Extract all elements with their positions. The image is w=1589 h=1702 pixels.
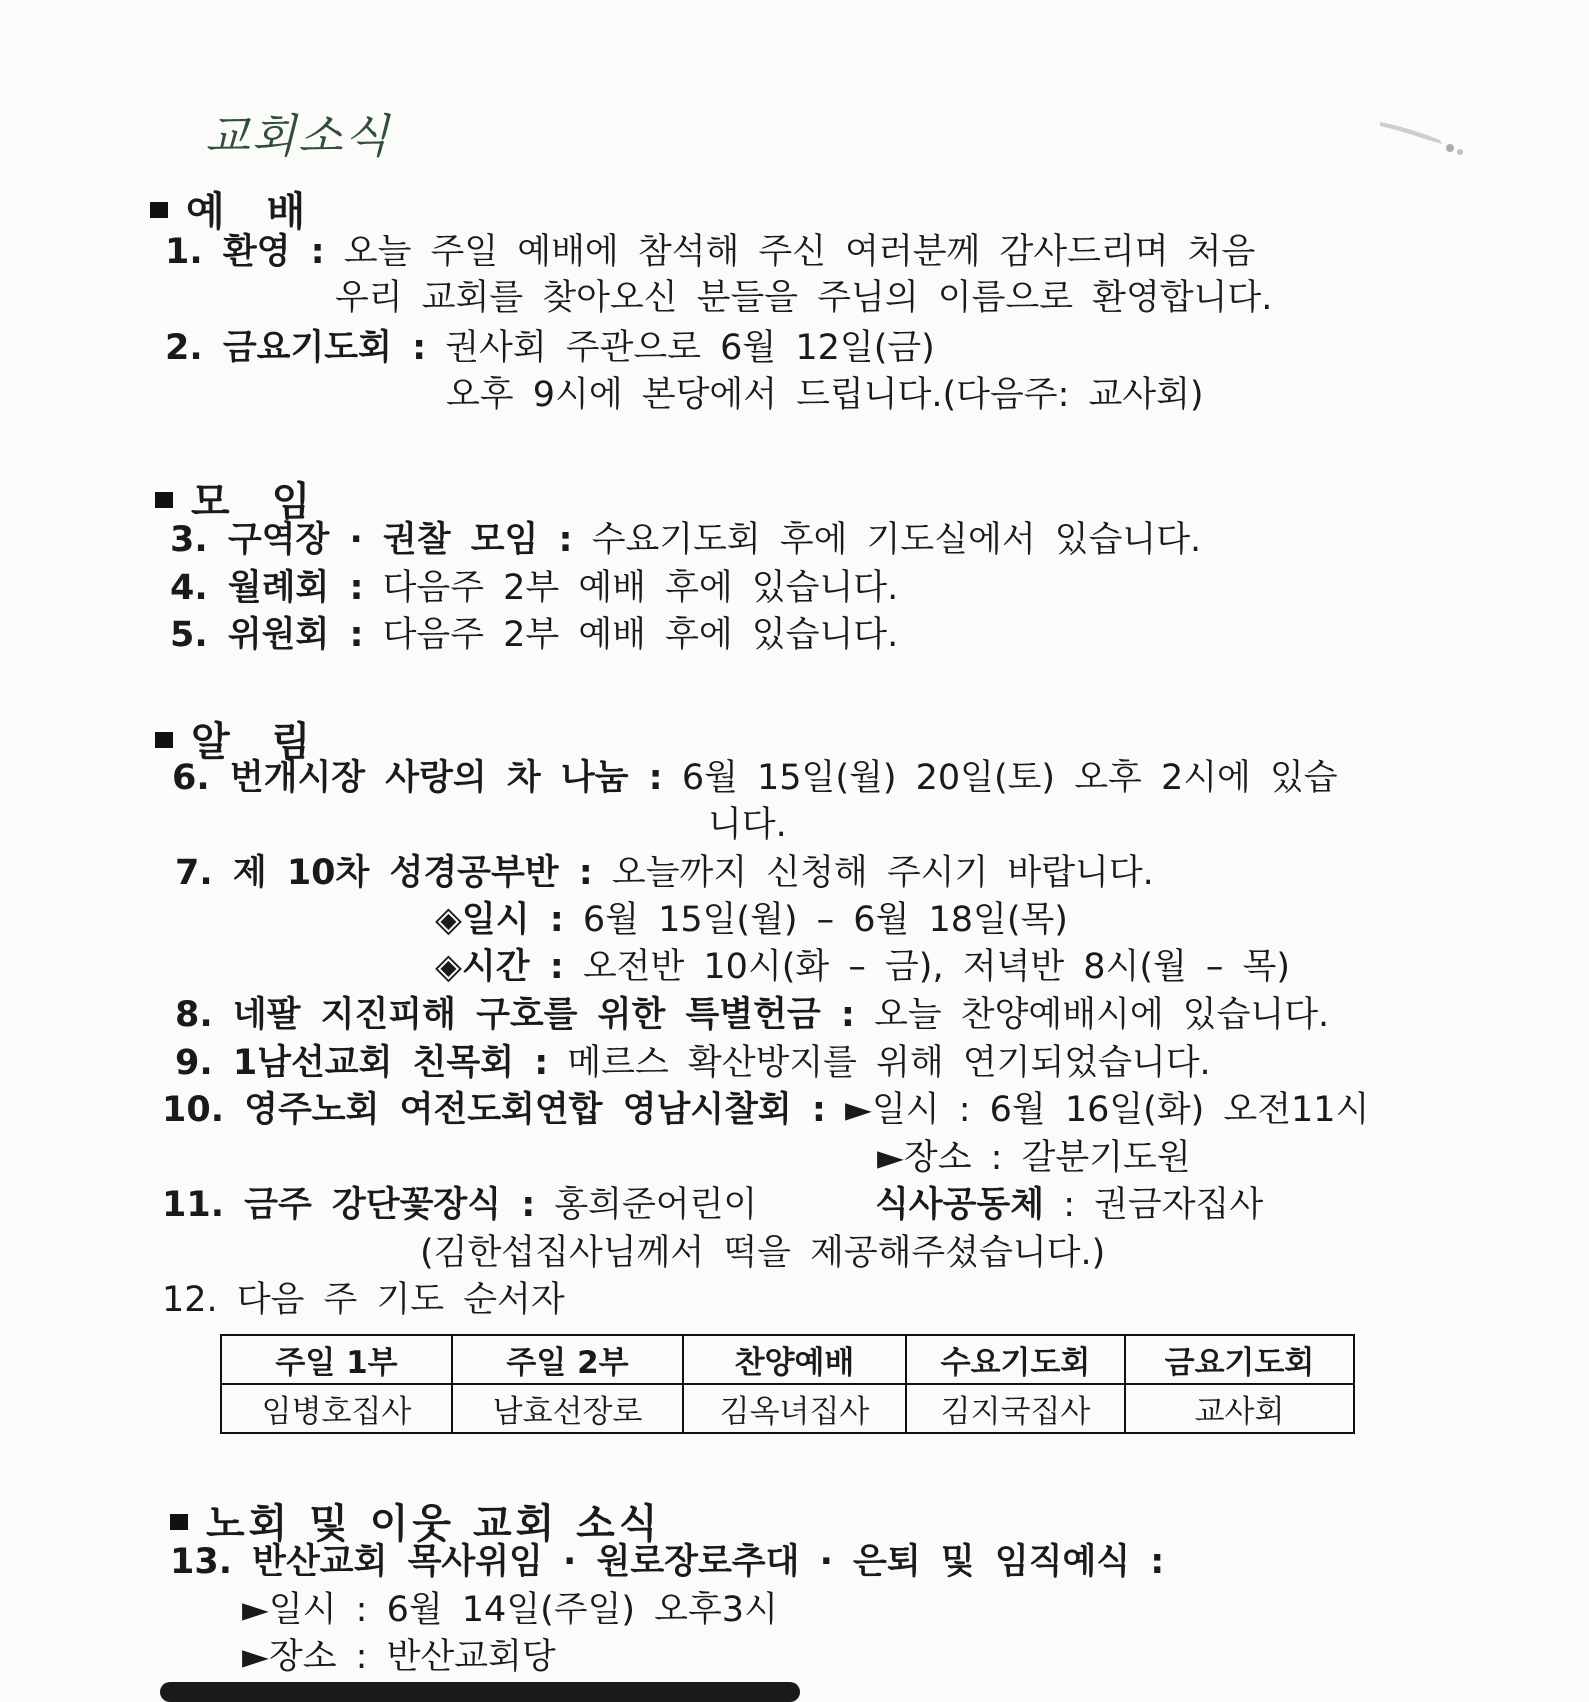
item-6-continued: 니다. (708, 805, 787, 845)
item-5 (170, 615, 898, 655)
item-10-place: ►장소 : 갈분기도원 (877, 1138, 1191, 1178)
item-13-date: ►일시 : 6월 14일(주일) 오후3시 (242, 1590, 778, 1630)
item-9-label: 9. 1남선교회 친목회 : (175, 1043, 549, 1083)
table-header-cell: 찬양예배 (683, 1335, 906, 1384)
item-3-text: 수요기도회 후에 기도실에서 있습니다. (591, 520, 1202, 560)
item-7 (175, 853, 1154, 893)
item-10 (162, 1090, 1369, 1130)
table-cell: 교사회 (1125, 1384, 1354, 1433)
bullet-square-icon (150, 202, 168, 218)
table-header-cell: 수요기도회 (906, 1335, 1125, 1384)
item-4-label: 4. 월례회 : (170, 568, 364, 608)
item-3 (170, 520, 1201, 560)
item-13-label: 13. 반산교회 목사위임 · 원로장로추대 · 은퇴 및 임직예식 : (170, 1542, 1165, 1582)
item-7-time (435, 947, 1290, 987)
table-cell: 남효선장로 (452, 1384, 683, 1433)
item-3-label: 3. 구역장 · 권찰 모임 : (170, 520, 573, 560)
item-10-date: ►일시 : 6월 16일(화) 오전11시 (845, 1090, 1370, 1130)
item-1 (165, 232, 1255, 272)
section-notice-heading: 알 림 (155, 710, 324, 767)
item-8 (175, 995, 1329, 1035)
item-11-meal (875, 1185, 1263, 1225)
item-11-label: 11. 금주 강단꽃장식 : (162, 1185, 536, 1225)
section-presbytery-heading: 노회 및 이웃 교회 소식 (170, 1492, 661, 1549)
item-13-place: ►장소 : 반산교회당 (242, 1637, 556, 1677)
item-4 (170, 568, 898, 608)
page-title: 교회소식 (205, 109, 391, 163)
item-1-continued: 우리 교회를 찾아오신 분들을 주님의 이름으로 환영합니다. (335, 278, 1273, 318)
item-12-label: 12. 다음 주 기도 순서자 (162, 1280, 565, 1320)
table-header-cell: 주일 2부 (452, 1335, 683, 1384)
table-cell: 김지국집사 (906, 1384, 1125, 1433)
section-worship-heading: 예 배 (150, 180, 319, 237)
prayer-schedule-table (220, 1334, 1355, 1434)
item-1-text: 오늘 주일 예배에 참석해 주신 여러분께 감사드리며 처음 (343, 232, 1256, 272)
bullet-square-icon (170, 1514, 188, 1530)
item-7-label: 7. 제 10차 성경공부반 : (175, 853, 593, 893)
item-9-text: 메르스 확산방지를 위해 연기되었습니다. (567, 1043, 1211, 1083)
item-13 (170, 1542, 1164, 1582)
table-row (221, 1384, 1354, 1433)
item-2-continued: 오후 9시에 본당에서 드립니다.(다음주: 교사회) (446, 375, 1204, 415)
item-7-date-label: ◈일시 : (435, 900, 564, 940)
bullet-square-icon (155, 492, 173, 508)
item-7-text: 오늘까지 신청해 주시기 바랍니다. (611, 853, 1154, 893)
item-11 (162, 1185, 757, 1225)
item-1-label: 1. 환영 : (165, 232, 325, 272)
item-8-text: 오늘 찬양예배시에 있습니다. (874, 995, 1330, 1035)
paper-smudge (1380, 118, 1470, 158)
item-8-label: 8. 네팔 지진피해 구호를 위한 특별헌금 : (175, 995, 855, 1035)
item-4-text: 다음주 2부 예배 후에 있습니다. (382, 568, 899, 608)
table-cell: 임병호집사 (221, 1384, 452, 1433)
item-11-note: (김한섭집사님께서 떡을 제공해주셨습니다.) (420, 1233, 1106, 1273)
item-7-date-value: 6월 15일(월) – 6월 18일(목) (582, 900, 1068, 940)
table-cell: 김옥녀집사 (683, 1384, 906, 1433)
item-11-meal-text: : 권금자집사 (1063, 1185, 1264, 1225)
item-2-text: 권사회 주관으로 6월 12일(금) (445, 328, 935, 368)
item-6 (172, 758, 1338, 798)
table-header-cell: 금요기도회 (1125, 1335, 1354, 1384)
item-7-date (435, 900, 1068, 940)
table-header-cell: 주일 1부 (221, 1335, 452, 1384)
item-2 (165, 328, 935, 368)
item-12 (162, 1280, 565, 1320)
item-5-label: 5. 위원회 : (170, 615, 364, 655)
item-11-meal-label: 식사공동체 (875, 1185, 1045, 1225)
bullet-square-icon (155, 732, 173, 748)
item-9 (175, 1043, 1211, 1083)
item-7-time-label: ◈시간 : (435, 947, 564, 987)
item-6-label: 6. 번개시장 사랑의 차 나눔 : (172, 758, 663, 798)
item-6-text: 6월 15일(월) 20일(토) 오후 2시에 있습 (681, 758, 1338, 798)
item-11-text: 홍희준어린이 (554, 1185, 758, 1225)
item-2-label: 2. 금요기도회 : (165, 328, 427, 368)
item-5-text: 다음주 2부 예배 후에 있습니다. (382, 615, 899, 655)
item-7-time-value: 오전반 10시(화 – 금), 저녁반 8시(월 – 목) (582, 947, 1291, 987)
bottom-divider (160, 1682, 800, 1702)
section-meeting-heading: 모 임 (155, 470, 324, 527)
table-header-row (221, 1335, 1354, 1384)
item-10-label: 10. 영주노회 여전도회연합 영남시찰회 : (162, 1090, 826, 1130)
